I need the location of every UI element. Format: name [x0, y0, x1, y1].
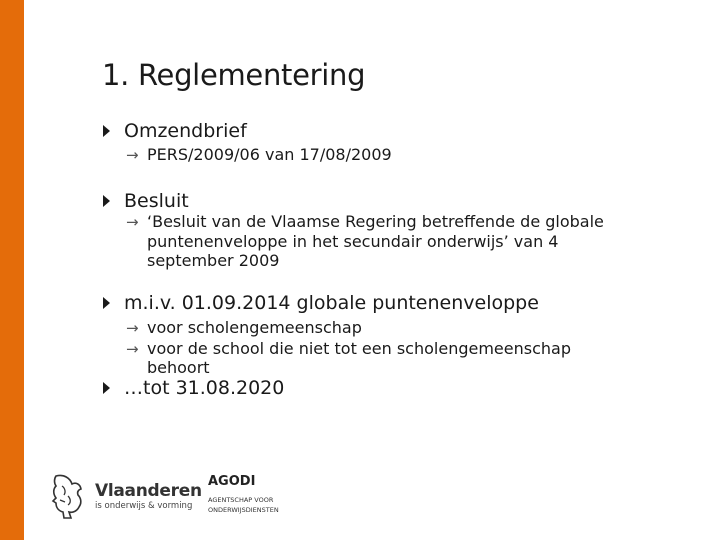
agodi-tagline-line-1: AGENTSCHAP VOOR	[208, 496, 274, 504]
sub-item-continuation	[126, 234, 558, 250]
agodi-wordmark: AGODI	[208, 474, 256, 489]
slide-title: 1. Reglementering	[102, 58, 366, 92]
sub-item	[126, 320, 362, 336]
sub-text: PERS/2009/06 van 17/08/2009	[147, 145, 392, 164]
sub-text: voor scholengemeenschap	[147, 318, 362, 337]
bullet-triangle-icon	[103, 297, 110, 309]
sub-item-continuation	[126, 253, 279, 269]
sub-text: puntenenveloppe in het secundair onderwijs’ van 4	[147, 232, 559, 251]
sub-text: september 2009	[147, 251, 280, 270]
agodi-tagline	[208, 495, 279, 515]
sub-item	[126, 214, 604, 230]
arrow-icon: →	[126, 146, 139, 164]
sub-item	[126, 341, 571, 357]
bullet-puntenenveloppe	[103, 292, 539, 314]
sub-text: behoort	[147, 358, 210, 377]
agodi-tagline-line-2: ONDERWIJSDIENSTEN	[208, 506, 279, 514]
bullet-besluit	[103, 190, 189, 212]
arrow-icon: →	[126, 213, 139, 231]
bullet-omzendbrief	[103, 120, 247, 142]
bullet-label: m.i.v. 01.09.2014 globale puntenenveloppe	[124, 292, 539, 314]
bullet-tot-2020	[103, 377, 284, 399]
bullet-triangle-icon	[103, 125, 110, 137]
bullet-label: Omzendbrief	[124, 120, 247, 142]
accent-bar	[0, 0, 24, 540]
vlaanderen-tagline: is onderwijs & vorming	[95, 501, 193, 511]
vlaanderen-wordmark: Vlaanderen	[95, 481, 202, 501]
arrow-icon: →	[126, 340, 139, 358]
flemish-lion-icon	[50, 472, 86, 520]
footer-logo	[48, 468, 288, 524]
bullet-label: Besluit	[124, 190, 189, 212]
bullet-triangle-icon	[103, 382, 110, 394]
sub-text: ‘Besluit van de Vlaamse Regering betreffende de globale	[147, 212, 604, 231]
bullet-label: …tot 31.08.2020	[124, 377, 285, 399]
arrow-icon: →	[126, 319, 139, 337]
bullet-triangle-icon	[103, 195, 110, 207]
sub-text: voor de school die niet tot een scholengemeenschap	[147, 339, 571, 358]
sub-item-continuation	[126, 360, 210, 376]
sub-item	[126, 147, 392, 163]
